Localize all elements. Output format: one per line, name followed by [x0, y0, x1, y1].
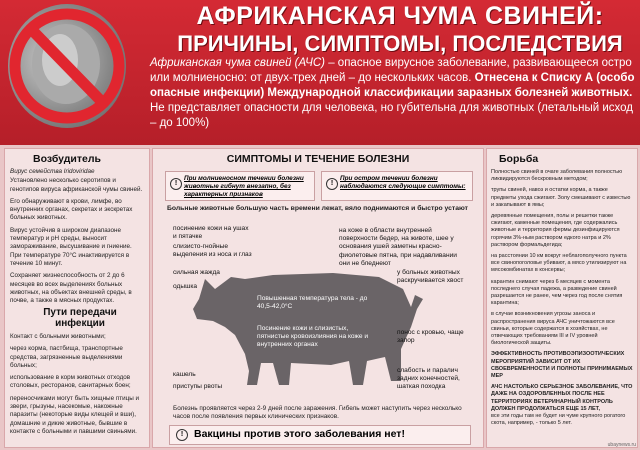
pathogen-p1: Установлено несколько серотипов и генотипов вируса африканской чумы свиней.	[10, 177, 143, 193]
control-p1: Полностью свиней в очаге заболевания полностью ликвидируются бескровным методом;	[491, 169, 623, 183]
intro-part-2: Не представляет опасности для человека, но губительна для животных (летальный исход – до 100%)	[150, 102, 633, 129]
transmission-3: использование в корм животных отходов столовых, ресторанов, санитарных боен;	[10, 374, 131, 390]
label-dyspnea: одышка	[173, 283, 198, 290]
label-vomiting: приступы рвоты	[173, 383, 223, 390]
pathogen-heading: Возбудитель	[33, 153, 101, 165]
transmission-2: через корма, пастбища, транспортные средства, загрязненные выделениями больных;	[10, 345, 123, 369]
label-tail: у больных животных раскручивается хвост	[397, 269, 464, 285]
control-p6: в случае возникновения угрозы заноса и распространения вируса АЧС уничтожаются все свиньи, которые содержатся в хозяйствах, не отвечающих требованиям III и IV уровней биологической защиты.	[491, 311, 615, 347]
page-subtitle: ПРИЧИНЫ, СИМПТОМЫ, ПОСЛЕДСТВИЯ	[177, 31, 623, 56]
label-cyanosis: Посинение кожи и слизистых, пятнистые кровоизлияния на коже и внутренних органах	[257, 325, 369, 349]
label-skin-spots: на коже в области внутренней поверхности бедер, на животе, шее у основания ушей заметны красно-фиолетовые пятна, при надавливании они не бледнеют	[339, 227, 457, 267]
pathogen-p4: Сохраняет жизнеспособность от 2 до 6 месяцев во всех выделениях больных животных, на объектах внешней среды, в почве, а также в мясных продуктах.	[10, 272, 132, 305]
label-diarrhea: понос с кровью, чаще запор	[397, 329, 464, 345]
control-bold-2: АЧС НАСТОЛЬКО СЕРЬЕЗНОЕ ЗАБОЛЕВАНИЕ, ЧТО ДАЖЕ НА ОЗДОРОВЛЕННЫХ ПОСЛЕ НЕЕ ТЕРРИТОРИЯХ ВЕТЕРИНАРНЫЙ КОНТРОЛЬ ДОЛЖЕН ПРОДОЛЖАТЬСЯ ЕЩЕ 15 ЛЕТ,	[491, 384, 633, 412]
control-p2: трупы свиней, навоз и остатки корма, а также предметы ухода сжигают. Золу смешивают с известью и закапывают в ямы;	[491, 187, 631, 208]
warning-icon: !	[326, 178, 338, 190]
control-p3: деревянные помещения, полы и решетки также сжигают, каменные помещения, где содержались животные и территория фермы дезинфицируются горячим 3%-ным раствором едкого натра и 2% раствором формальдегида;	[491, 213, 620, 248]
intro-bold: Отнесена к Списку А (особо опасные инфекции) Международной классификации заразных болезней животных.	[150, 72, 635, 99]
transmission-text	[10, 333, 144, 440]
control-heading: Борьба	[499, 153, 539, 165]
page-title: АФРИКАНСКАЯ ЧУМА СВИНЕЙ:	[196, 2, 604, 30]
label-thirst: сильная жажда	[173, 269, 220, 276]
incubation-note: Болезнь проявляется через 2-9 дней после заражения. Гибель может наступить через несколько часов после появления первых клинических признаков.	[173, 405, 462, 420]
sudden-course-text: При молниеносном течении болезни животные гибнут внезапно, без характерных признаков	[184, 175, 304, 198]
intro-part-1: – опасное вирусное заболевание, развивающееся остро или молниеносно: от двух-трех дней – до нескольких часов.	[150, 57, 632, 84]
label-cough: кашель	[173, 371, 196, 378]
vaccine-box	[169, 425, 471, 445]
pathogen-text	[10, 168, 144, 309]
vaccine-text: Вакцины против этого заболевания нет!	[194, 428, 405, 440]
site-credit: ubaynews.ru	[607, 442, 636, 448]
lead-text: Больные животные большую часть времени лежат, вяло поднимаются и быстро устают	[167, 205, 468, 212]
label-weakness: слабость и паралич задних конечностей, шаткая походка	[397, 367, 460, 391]
crossed-pig-photo	[8, 4, 126, 128]
label-ears-skin: посинение кожи на ушах и пятачке	[173, 225, 249, 241]
control-tail: все эти годы там не будет ни чуме крупного рогатого скота, например, - только 5 лет.	[491, 413, 626, 427]
label-nasal-discharge: слизисто-гнойные выделения из носа и глаз	[173, 243, 252, 259]
symptoms-heading: СИМПТОМЫ И ТЕЧЕНИЕ БОЛЕЗНИ	[226, 153, 410, 165]
pathogen-p2: Его обнаруживают в крови, лимфе, во внутренних органах, секретах и экскретах больных животных.	[10, 197, 133, 222]
warning-icon: !	[176, 429, 188, 441]
virus-line: Вирус семейства Iridoviridae	[10, 168, 95, 175]
control-bold-1: ЭФФЕКТИВНОСТЬ ПРОТИВОЭПИЗООТИЧЕСКИХ МЕРОПРИЯТИЙ ЗАВИСИТ ОТ ИХ СВОЕВРЕМЕННОСТИ И ПОЛНОТЫ ПРИНИМАЕМЫХ МЕР	[491, 351, 633, 380]
pathogen-p3: Вирус устойчив в широком диапазоне температур и pH среды, выносит замораживание, высушивание и гниение. При температуре 70°С инактивируется в течение 10 минут.	[10, 226, 132, 267]
control-p4: на расстоянии 10 км вокруг неблагополучного пункта все свинопоголовье убивают, а мясо утилизируют на мясокомбинатах в консервы;	[491, 253, 627, 274]
acute-course-text: При остром течении болезни наблюдаются следующие симптомы:	[340, 175, 466, 190]
transmission-4: переносчиками могут быть хищные птицы и звери, грызуны, насекомые, накожные паразиты (некоторые виды клещей и вши), домашние и дикие животные, бывшие в контакте с больными и павшими свиньями.	[10, 394, 140, 435]
transmission-1: Контакт с больными животными;	[10, 333, 106, 340]
control-panel	[486, 148, 638, 448]
intro-text	[150, 56, 636, 131]
transmission-heading: Пути передачи инфекции	[43, 307, 117, 329]
control-text	[491, 169, 633, 432]
symptoms-panel	[152, 148, 484, 448]
warning-icon: !	[170, 178, 182, 190]
intro-italic: Африканская чума свиней (АЧС)	[150, 57, 326, 69]
label-temperature: Повышенная температура тела - до 40,5-42,0°С	[257, 295, 368, 311]
control-p5: карантин снимают через 6 месяцев с момента последнего случая падежа, а разведение свиней разрешается не ранее, чем через год после снятия карантина;	[491, 278, 623, 307]
pathogen-panel	[4, 148, 150, 448]
